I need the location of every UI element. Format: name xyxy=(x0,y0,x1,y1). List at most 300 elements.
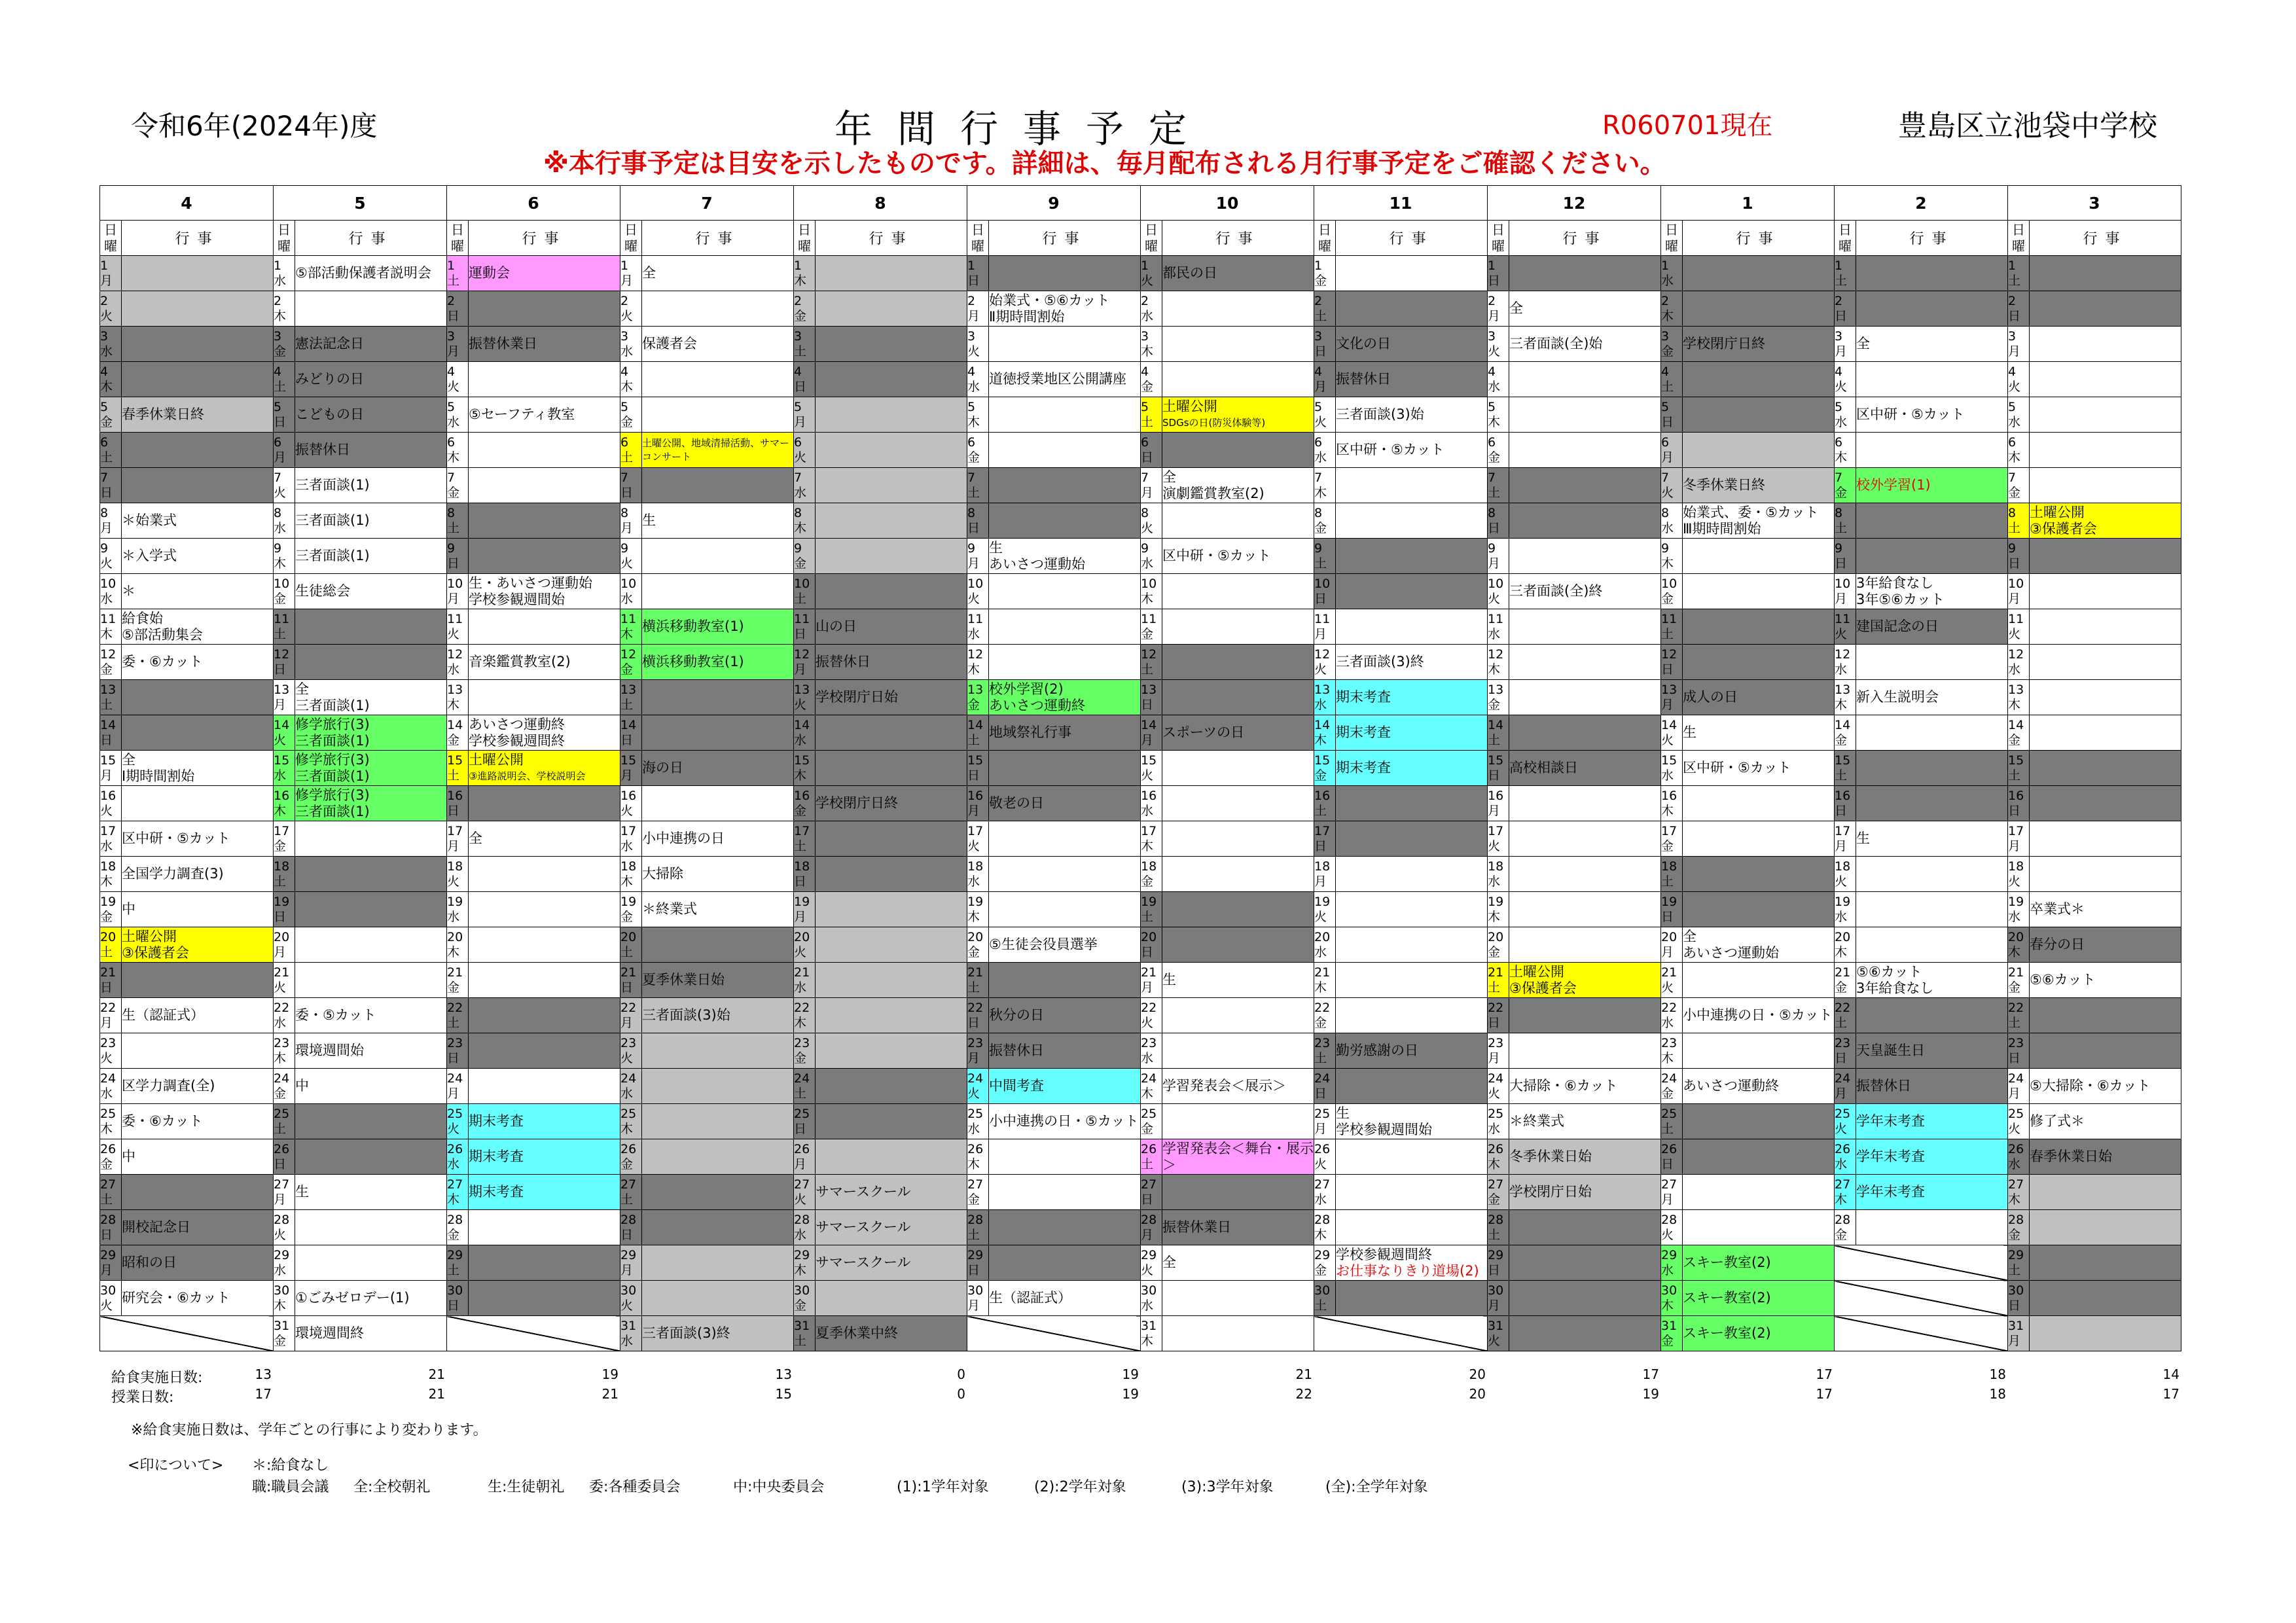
day-cell xyxy=(100,1175,122,1210)
weekday: 月 xyxy=(1314,1121,1327,1136)
weekday: 月 xyxy=(1661,1192,1674,1207)
event-cell xyxy=(295,327,447,362)
lunch-days-count: 21 xyxy=(1295,1366,1312,1382)
event-column-header: 行事 xyxy=(1162,221,1314,256)
event-cell xyxy=(295,291,447,327)
day-column-header: 日曜 xyxy=(1835,221,1856,256)
event-text: 研究会・⑥カット xyxy=(122,1290,230,1306)
day-number: 30 xyxy=(967,1283,984,1298)
event-text: 学習発表会＜舞台・展示＞ xyxy=(1162,1140,1314,1173)
day-cell xyxy=(1488,468,1509,503)
weekday: 土 xyxy=(2008,520,2021,535)
event-cell xyxy=(295,1281,447,1316)
day-cell xyxy=(274,751,295,786)
weekday: 火 xyxy=(274,1227,287,1242)
day-number: 11 xyxy=(1141,611,1157,626)
day-number: 18 xyxy=(620,859,637,874)
day-row xyxy=(100,433,2181,468)
event-text: スキー教室(2) xyxy=(1683,1325,1771,1341)
event-cell xyxy=(1856,857,2008,892)
day-cell xyxy=(2008,609,2030,645)
event-cell xyxy=(642,857,794,892)
day-cell xyxy=(447,256,469,291)
event-text: 委・⑥カット xyxy=(122,654,203,669)
day-number: 3 xyxy=(1141,329,1149,344)
event-cell xyxy=(1336,998,1488,1033)
day-cell xyxy=(1314,998,1336,1033)
event-cell xyxy=(469,963,620,998)
day-cell xyxy=(1314,892,1336,927)
day-number: 16 xyxy=(620,788,637,803)
day-cell xyxy=(274,1245,295,1281)
event-cell xyxy=(816,362,967,397)
weekday: 日 xyxy=(967,1262,980,1277)
day-number: 28 xyxy=(1661,1212,1677,1227)
day-cell xyxy=(794,291,816,327)
day-number: 12 xyxy=(1314,647,1331,662)
event-text: 区中研・⑤カット xyxy=(1683,760,1791,776)
as-of-date: R060701現在 xyxy=(1602,111,1773,141)
weekday: 金 xyxy=(1661,1086,1674,1101)
event-text: 運動会 xyxy=(469,265,510,281)
weekday: 木 xyxy=(100,379,113,394)
weekday: 月 xyxy=(967,1298,980,1313)
day-number: 22 xyxy=(2008,1000,2024,1015)
day-number: 1 xyxy=(1488,258,1496,273)
day-cell xyxy=(274,609,295,645)
day-number: 3 xyxy=(274,329,282,344)
day-number: 17 xyxy=(100,823,117,838)
day-number: 29 xyxy=(274,1247,290,1262)
day-number: 28 xyxy=(1314,1212,1331,1227)
day-cell xyxy=(1835,327,1856,362)
weekday: 土 xyxy=(1488,485,1501,500)
weekday: 木 xyxy=(274,803,287,818)
day-cell xyxy=(794,645,816,680)
day-cell xyxy=(2008,892,2030,927)
event-cell xyxy=(989,1210,1141,1245)
event-cell xyxy=(469,433,620,468)
day-row xyxy=(100,680,2181,715)
day-number: 18 xyxy=(1314,859,1331,874)
day-cell xyxy=(620,433,642,468)
event-cell xyxy=(642,1210,794,1245)
event-cell xyxy=(816,715,967,751)
event-cell xyxy=(816,574,967,609)
weekday: 日 xyxy=(1488,520,1501,535)
class-days-count: 19 xyxy=(1122,1386,1139,1402)
event-cell xyxy=(1509,1175,1661,1210)
weekday: 木 xyxy=(1141,838,1154,853)
event-text: 校外学習(1) xyxy=(1856,477,1931,493)
weekday: 月 xyxy=(1835,591,1848,606)
day-number: 12 xyxy=(100,647,117,662)
weekday: 水 xyxy=(1314,697,1327,712)
day-cell xyxy=(1835,539,1856,574)
day-cell xyxy=(2008,1033,2030,1069)
event-cell xyxy=(2030,1175,2181,1210)
weekday: 土 xyxy=(100,944,113,959)
day-number: 6 xyxy=(274,435,282,450)
weekday: 木 xyxy=(1488,662,1501,677)
event-cell xyxy=(1162,291,1314,327)
event-cell xyxy=(1683,291,1835,327)
event-cell xyxy=(989,256,1141,291)
event-text: スキー教室(2) xyxy=(1683,1290,1771,1306)
event-cell xyxy=(1683,433,1835,468)
day-number: 14 xyxy=(274,717,290,732)
day-cell xyxy=(1661,1245,1683,1281)
event-cell xyxy=(1162,539,1314,574)
day-cell xyxy=(1835,1069,1856,1104)
event-cell xyxy=(122,397,274,433)
event-text: 憲法記念日 xyxy=(295,336,364,351)
weekday: 土 xyxy=(794,1333,807,1348)
day-cell xyxy=(1314,751,1336,786)
event-cell xyxy=(989,1069,1141,1104)
weekday: 水 xyxy=(1141,556,1154,571)
day-cell xyxy=(1141,751,1162,786)
day-number: 20 xyxy=(967,929,984,944)
event-cell xyxy=(1336,468,1488,503)
event-text: 生 xyxy=(1856,830,1870,846)
event-cell xyxy=(1509,857,1661,892)
event-cell xyxy=(1336,362,1488,397)
class-days-count: 0 xyxy=(957,1386,965,1402)
event-text: 三者面談(全)終 xyxy=(1509,583,1603,599)
day-number: 25 xyxy=(967,1106,984,1121)
weekday: 月 xyxy=(2008,838,2021,853)
event-cell xyxy=(2030,1104,2181,1139)
day-number: 14 xyxy=(100,717,117,732)
day-cell xyxy=(1141,998,1162,1033)
day-number: 8 xyxy=(447,505,456,520)
weekday: 火 xyxy=(967,838,980,853)
day-cell xyxy=(1488,397,1509,433)
day-cell xyxy=(1661,291,1683,327)
lunch-days-count: 13 xyxy=(255,1366,272,1382)
day-cell xyxy=(2008,715,2030,751)
event-column-header: 行事 xyxy=(295,221,447,256)
day-number: 24 xyxy=(100,1071,117,1086)
weekday: 木 xyxy=(1314,1227,1327,1242)
event-text: 学年末考査 xyxy=(1856,1184,1925,1200)
day-row xyxy=(100,1245,2181,1281)
event-cell xyxy=(1683,751,1835,786)
weekday: 土 xyxy=(794,1086,807,1101)
day-cell xyxy=(1488,1069,1509,1104)
weekday: 日 xyxy=(1141,697,1154,712)
day-cell xyxy=(794,1281,816,1316)
day-cell xyxy=(1314,574,1336,609)
event-cell xyxy=(1856,397,2008,433)
day-number: 7 xyxy=(1835,470,1843,485)
event-cell xyxy=(1509,1069,1661,1104)
event-cell xyxy=(295,468,447,503)
event-cell xyxy=(1162,927,1314,963)
event-cell xyxy=(989,786,1141,821)
weekday: 金 xyxy=(447,980,460,995)
day-number: 15 xyxy=(1835,753,1851,768)
weekday: 月 xyxy=(1488,308,1501,323)
event-cell xyxy=(1856,503,2008,539)
weekday: 火 xyxy=(1488,1333,1501,1348)
weekday: 土 xyxy=(2008,1262,2021,1277)
day-cell xyxy=(1314,715,1336,751)
event-cell xyxy=(642,1104,794,1139)
day-number: 5 xyxy=(967,399,976,414)
weekday: 金 xyxy=(967,450,980,465)
day-row xyxy=(100,963,2181,998)
event-text: ①ごみゼロデー(1) xyxy=(295,1290,410,1306)
day-cell xyxy=(1835,291,1856,327)
weekday: 木 xyxy=(447,1192,460,1207)
day-number: 20 xyxy=(794,929,810,944)
day-row xyxy=(100,857,2181,892)
day-cell xyxy=(620,963,642,998)
day-number: 21 xyxy=(1661,965,1677,980)
weekday: 金 xyxy=(1314,1262,1327,1277)
day-number: 17 xyxy=(1141,823,1157,838)
event-text: 昭和の日 xyxy=(122,1255,177,1270)
weekday: 水 xyxy=(100,344,113,359)
day-cell xyxy=(620,468,642,503)
day-number: 28 xyxy=(100,1212,117,1227)
weekday: 日 xyxy=(620,1227,634,1242)
day-cell xyxy=(1141,468,1162,503)
notice-text: ※本行事予定は目安を示したものです。詳細は、毎月配布される月行事予定をご確認ください。 xyxy=(543,149,1666,179)
event-cell xyxy=(1162,362,1314,397)
lunch-days-count: 20 xyxy=(1469,1366,1486,1382)
weekday: 日 xyxy=(1488,1015,1501,1030)
event-cell xyxy=(469,1104,620,1139)
day-number: 9 xyxy=(620,541,629,556)
weekday: 日 xyxy=(447,556,460,571)
weekday: 木 xyxy=(620,379,634,394)
weekday: 木 xyxy=(967,662,980,677)
event-cell xyxy=(1162,821,1314,857)
event-cell xyxy=(469,1210,620,1245)
day-cell xyxy=(1314,433,1336,468)
day-number: 3 xyxy=(1314,329,1323,344)
event-cell xyxy=(2030,1033,2181,1069)
weekday: 木 xyxy=(2008,944,2021,959)
event-cell xyxy=(642,715,794,751)
day-number: 26 xyxy=(274,1141,290,1156)
event-cell xyxy=(1683,786,1835,821)
weekday: 日 xyxy=(100,980,113,995)
day-cell xyxy=(794,609,816,645)
event-text: 山の日 xyxy=(816,618,857,634)
blank-cell xyxy=(1835,1316,2008,1351)
weekday: 日 xyxy=(1141,944,1154,959)
weekday: 木 xyxy=(1661,308,1674,323)
day-cell xyxy=(794,1033,816,1069)
weekday: 日 xyxy=(620,980,634,995)
lunch-days-count: 18 xyxy=(1989,1366,2006,1382)
day-number: 17 xyxy=(274,823,290,838)
weekday: 火 xyxy=(1488,344,1501,359)
event-cell xyxy=(469,892,620,927)
day-number: 25 xyxy=(794,1106,810,1121)
event-text: 土曜公開 xyxy=(469,751,524,768)
day-cell xyxy=(620,998,642,1033)
day-number: 7 xyxy=(794,470,802,485)
day-number: 23 xyxy=(967,1035,984,1050)
weekday: 金 xyxy=(2008,732,2021,747)
day-row xyxy=(100,362,2181,397)
month-header-2: 2 xyxy=(1835,186,2008,221)
event-text: 学校閉庁日始 xyxy=(816,689,898,705)
day-cell xyxy=(100,1139,122,1175)
weekday: 土 xyxy=(1835,273,1848,288)
day-cell xyxy=(100,998,122,1033)
event-cell xyxy=(1336,256,1488,291)
event-cell xyxy=(642,963,794,998)
day-cell xyxy=(794,715,816,751)
weekday: 金 xyxy=(620,414,634,429)
day-row xyxy=(100,1033,2181,1069)
day-cell xyxy=(1835,857,1856,892)
weekday: 月 xyxy=(1661,450,1674,465)
weekday: 木 xyxy=(447,450,460,465)
weekday: 火 xyxy=(1835,379,1848,394)
event-cell xyxy=(295,963,447,998)
day-cell xyxy=(967,1139,989,1175)
day-cell xyxy=(1141,433,1162,468)
day-number: 17 xyxy=(967,823,984,838)
day-number: 12 xyxy=(1488,647,1504,662)
day-number: 9 xyxy=(794,541,802,556)
lunch-days-count: 17 xyxy=(1816,1366,1833,1382)
event-cell xyxy=(295,503,447,539)
event-text: 修学旅行(3) xyxy=(295,716,370,732)
day-cell xyxy=(1488,1245,1509,1281)
day-cell xyxy=(1314,539,1336,574)
event-cell xyxy=(1509,503,1661,539)
day-cell xyxy=(1314,468,1336,503)
event-cell xyxy=(1162,1139,1314,1175)
event-cell xyxy=(295,256,447,291)
event-cell xyxy=(2030,362,2181,397)
day-number: 14 xyxy=(1488,717,1504,732)
event-cell xyxy=(1162,857,1314,892)
day-number: 4 xyxy=(1314,364,1323,379)
day-number: 28 xyxy=(447,1212,463,1227)
event-cell xyxy=(1162,751,1314,786)
weekday: 月 xyxy=(1488,803,1501,818)
event-text: ⑤大掃除・⑥カット xyxy=(2030,1078,2151,1094)
lunch-days-count: 0 xyxy=(957,1366,965,1382)
event-cell xyxy=(1683,1104,1835,1139)
weekday: 水 xyxy=(967,626,980,641)
day-cell xyxy=(2008,362,2030,397)
day-number: 28 xyxy=(274,1212,290,1227)
event-text: 冬季休業日終 xyxy=(1683,477,1765,493)
event-cell xyxy=(2030,1069,2181,1104)
event-cell xyxy=(1856,1104,2008,1139)
event-cell xyxy=(2030,821,2181,857)
event-cell xyxy=(1336,1069,1488,1104)
event-cell xyxy=(1162,1281,1314,1316)
day-cell xyxy=(620,1316,642,1351)
event-cell xyxy=(295,433,447,468)
day-number: 1 xyxy=(274,258,282,273)
weekday: 水 xyxy=(1661,273,1674,288)
day-cell xyxy=(447,1175,469,1210)
day-cell xyxy=(1141,963,1162,998)
day-cell xyxy=(1661,327,1683,362)
weekday: 月 xyxy=(1314,874,1327,889)
weekday: 土 xyxy=(1141,662,1154,677)
weekday: 土 xyxy=(1835,768,1848,783)
day-cell xyxy=(274,645,295,680)
day-cell xyxy=(1835,362,1856,397)
weekday: 日 xyxy=(1835,803,1848,818)
day-cell xyxy=(1835,1139,1856,1175)
weekday: 月 xyxy=(2008,344,2021,359)
day-cell xyxy=(1314,857,1336,892)
weekday: 火 xyxy=(2008,626,2021,641)
day-cell xyxy=(2008,503,2030,539)
day-number: 15 xyxy=(1661,753,1677,768)
event-text: 全 xyxy=(1683,928,1696,944)
event-text: 振替休日 xyxy=(295,442,350,457)
event-cell xyxy=(642,1033,794,1069)
fiscal-year-label: 令和6年(2024年)度 xyxy=(131,110,378,142)
blank-cell xyxy=(1835,1245,2008,1281)
event-cell xyxy=(469,1139,620,1175)
day-number: 5 xyxy=(447,399,456,414)
weekday: 水 xyxy=(1835,414,1848,429)
event-cell xyxy=(295,998,447,1033)
weekday: 火 xyxy=(620,803,634,818)
weekday: 日 xyxy=(447,1050,460,1065)
day-cell xyxy=(100,468,122,503)
day-number: 2 xyxy=(1661,293,1670,308)
day-cell xyxy=(1835,503,1856,539)
month-header-4: 4 xyxy=(100,186,274,221)
event-cell xyxy=(2030,539,2181,574)
event-text: ③進路説明会、学校説明会 xyxy=(469,770,586,782)
weekday: 火 xyxy=(620,556,634,571)
day-number: 19 xyxy=(620,894,637,909)
day-cell xyxy=(2008,963,2030,998)
event-text: 振替休日 xyxy=(816,654,870,669)
day-number: 23 xyxy=(1835,1035,1851,1050)
event-cell xyxy=(1336,327,1488,362)
day-number: 30 xyxy=(1314,1283,1331,1298)
day-number: 28 xyxy=(1488,1212,1504,1227)
event-cell xyxy=(642,256,794,291)
day-number: 24 xyxy=(1661,1071,1677,1086)
event-text: 振替休日 xyxy=(989,1043,1044,1058)
event-text: 全 xyxy=(295,681,309,697)
day-cell xyxy=(274,1139,295,1175)
day-cell xyxy=(1314,1281,1336,1316)
day-cell xyxy=(967,256,989,291)
event-cell xyxy=(1336,963,1488,998)
day-cell xyxy=(447,1033,469,1069)
day-row xyxy=(100,256,2181,291)
day-number: 13 xyxy=(2008,682,2024,697)
event-cell xyxy=(295,680,447,715)
day-number: 16 xyxy=(794,788,810,803)
event-cell xyxy=(1509,256,1661,291)
month-header-12: 12 xyxy=(1488,186,1661,221)
event-text: 学校参観週間終 xyxy=(1336,1246,1432,1262)
event-cell xyxy=(2030,433,2181,468)
